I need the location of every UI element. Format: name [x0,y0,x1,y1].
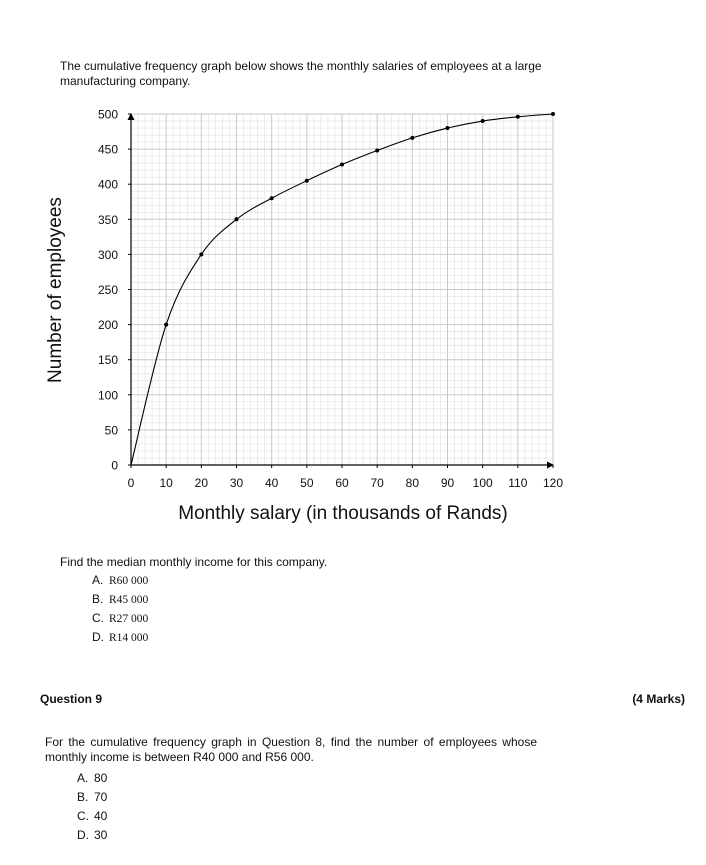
y-axis-label: Number of employees [45,197,66,383]
y-tick-label: 100 [97,388,118,403]
option-text: 40 [94,809,108,823]
question-8-prompt: Find the median monthly income for this company. [60,555,328,569]
data-point [410,136,414,140]
y-tick-label: 150 [97,353,118,368]
y-tick-label: 50 [104,423,118,438]
data-point [164,323,168,327]
data-point [340,163,344,167]
x-tick-label: 60 [335,476,349,490]
y-tick-label: 200 [97,318,118,333]
question-8-option-c[interactable]: C. R27 000 [92,611,149,625]
y-tick-label: 250 [97,283,118,297]
option-text: R27 000 [109,613,149,625]
y-tick-label: 500 [97,107,118,122]
question-9-text: For the cumulative frequency graph in Question 8, find the number of employees whose monthly income is between R40 000 and R56 000. [45,735,537,764]
x-axis-label: Monthly salary (in thousands of Rands) [178,503,508,524]
data-point [270,196,274,200]
x-tick-label: 120 [542,476,564,490]
data-point [481,119,485,123]
x-tick-label: 80 [405,476,420,490]
x-tick-label: 50 [300,476,314,490]
y-tick-label: 450 [97,142,118,157]
question-8-option-d[interactable]: D. R14 000 [92,630,149,644]
option-text: R60 000 [109,575,149,587]
y-tick-label: 400 [97,177,118,192]
intro-text: The cumulative frequency graph below shows the monthly salaries of employees at a large manufacturing company. [60,59,542,88]
x-tick-label: 10 [159,476,173,490]
question-8-option-b[interactable]: B. R45 000 [92,592,149,606]
question-9-option-d[interactable]: D. 30 [77,828,108,842]
question-9-option-c[interactable]: C. 40 [77,809,108,823]
x-tick-label: 70 [370,476,384,490]
data-point [199,252,203,256]
question-9-title: Question 9 [40,692,103,706]
data-point [516,115,520,119]
x-tick-label: 100 [472,476,493,490]
data-point [446,126,450,130]
question-9-option-b[interactable]: B. 70 [77,790,108,804]
option-text: 80 [94,771,108,785]
data-point [551,112,555,116]
y-tick-label: 0 [111,458,118,473]
x-tick-label: 30 [229,476,244,490]
x-tick-label: 0 [127,476,135,490]
x-tick-label: 110 [508,476,528,490]
option-text: R45 000 [109,594,149,606]
data-point [235,217,239,221]
option-text: 30 [94,828,108,842]
x-tick-label: 40 [264,476,279,490]
y-tick-label: 350 [97,212,118,227]
y-tick-label: 300 [97,247,118,262]
question-9-marks: (4 Marks) [632,692,685,706]
question-9-options [77,769,107,845]
x-tick-label: 20 [194,476,209,490]
question-9-option-a[interactable]: A. 80 [77,771,108,785]
question-8-option-a[interactable]: A. R60 000 [92,573,149,587]
option-text: R14 000 [109,632,149,644]
data-point [375,149,379,153]
option-text: 70 [94,790,108,804]
data-point [305,179,309,183]
question-8-options [92,571,148,647]
x-tick-label: 90 [440,476,455,490]
